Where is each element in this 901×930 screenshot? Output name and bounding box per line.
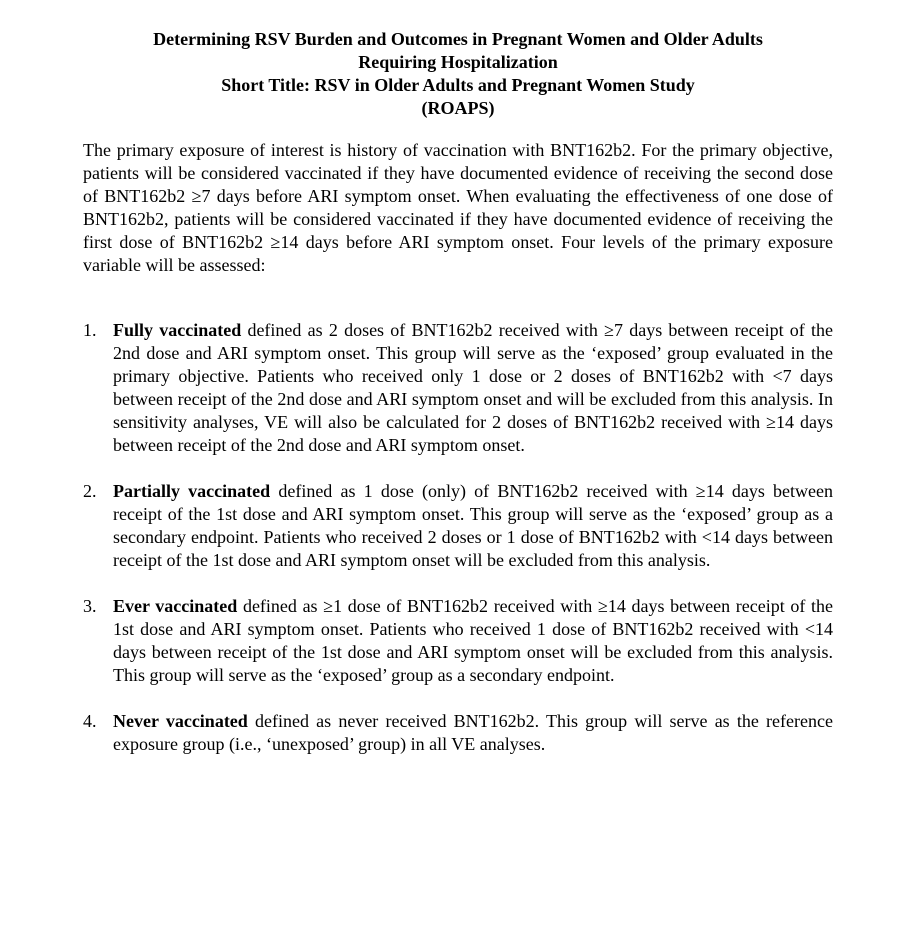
list-item-number: 2.	[83, 481, 97, 501]
list-item-text: defined as never received BNT162b2. This group will serve as the reference exposure group (i.e., ‘unexposed’ group) in all VE analyses.	[113, 711, 833, 754]
document-title	[0, 28, 901, 120]
list-item-fully-vaccinated	[83, 319, 833, 457]
title-line-4: (ROAPS)	[421, 98, 495, 118]
list-item-text: defined as 2 doses of BNT162b2 received with ≥7 days between receipt of the 2nd dose and ARI symptom onset. This group will serve as the ‘exposed’ group evaluated in the primary objective. Patients who received only 1 dose or 2 doses of BNT162b2 with <7 days between receipt of the 2nd dose and ARI symptom onset and will be excluded from this analysis. In sensitivity analyses, VE will also be calculated for 2 doses of BNT162b2 received with ≥14 days between receipt of the 2nd dose and ARI symptom onset.	[113, 320, 833, 455]
list-item-number: 4.	[83, 711, 97, 731]
list-item-term: Partially vaccinated	[113, 481, 271, 501]
list-item-never-vaccinated	[83, 710, 833, 756]
list-item-term: Never vaccinated	[113, 711, 248, 731]
title-line-2: Requiring Hospitalization	[358, 52, 558, 72]
exposure-levels-list	[83, 319, 833, 779]
list-item-partially-vaccinated	[83, 480, 833, 572]
title-line-3: Short Title: RSV in Older Adults and Pregnant Women Study	[221, 75, 695, 95]
list-item-number: 3.	[83, 596, 97, 616]
list-item-term: Ever vaccinated	[113, 596, 238, 616]
title-line-1: Determining RSV Burden and Outcomes in Pregnant Women and Older Adults	[153, 29, 763, 49]
list-item-number: 1.	[83, 320, 97, 340]
list-item-text: defined as 1 dose (only) of BNT162b2 received with ≥14 days between receipt of the 1st dose and ARI symptom onset. This group will serve as the ‘exposed’ group as a secondary endpoint. Patients who received 2 doses or 1 dose of BNT162b2 with <14 days between receipt of the 1st dose and ARI symptom onset will be excluded from this analysis.	[113, 481, 834, 570]
list-item-text: defined as ≥1 dose of BNT162b2 received with ≥14 days between receipt of the 1st dose and ARI symptom onset. Patients who received 1 dose of BNT162b2 received with <14 days between receipt of the 1st dose and ARI symptom onset will be excluded from this analysis. This group will serve as the ‘exposed’ group as a secondary endpoint.	[113, 596, 833, 685]
list-item-term: Fully vaccinated	[113, 320, 242, 340]
list-item-ever-vaccinated	[83, 595, 833, 687]
intro-paragraph: The primary exposure of interest is history of vaccination with BNT162b2. For the primary objective, patients will be considered vaccinated if they have documented evidence of receiving the second dose of BNT162b2 ≥7 days before ARI symptom onset. When evaluating the effectiveness of one dose of BNT162b2, patients will be considered vaccinated if they have documented evidence of receiving the first dose of BNT162b2 ≥14 days before ARI symptom onset. Four levels of the primary exposure variable will be assessed:	[83, 140, 833, 275]
